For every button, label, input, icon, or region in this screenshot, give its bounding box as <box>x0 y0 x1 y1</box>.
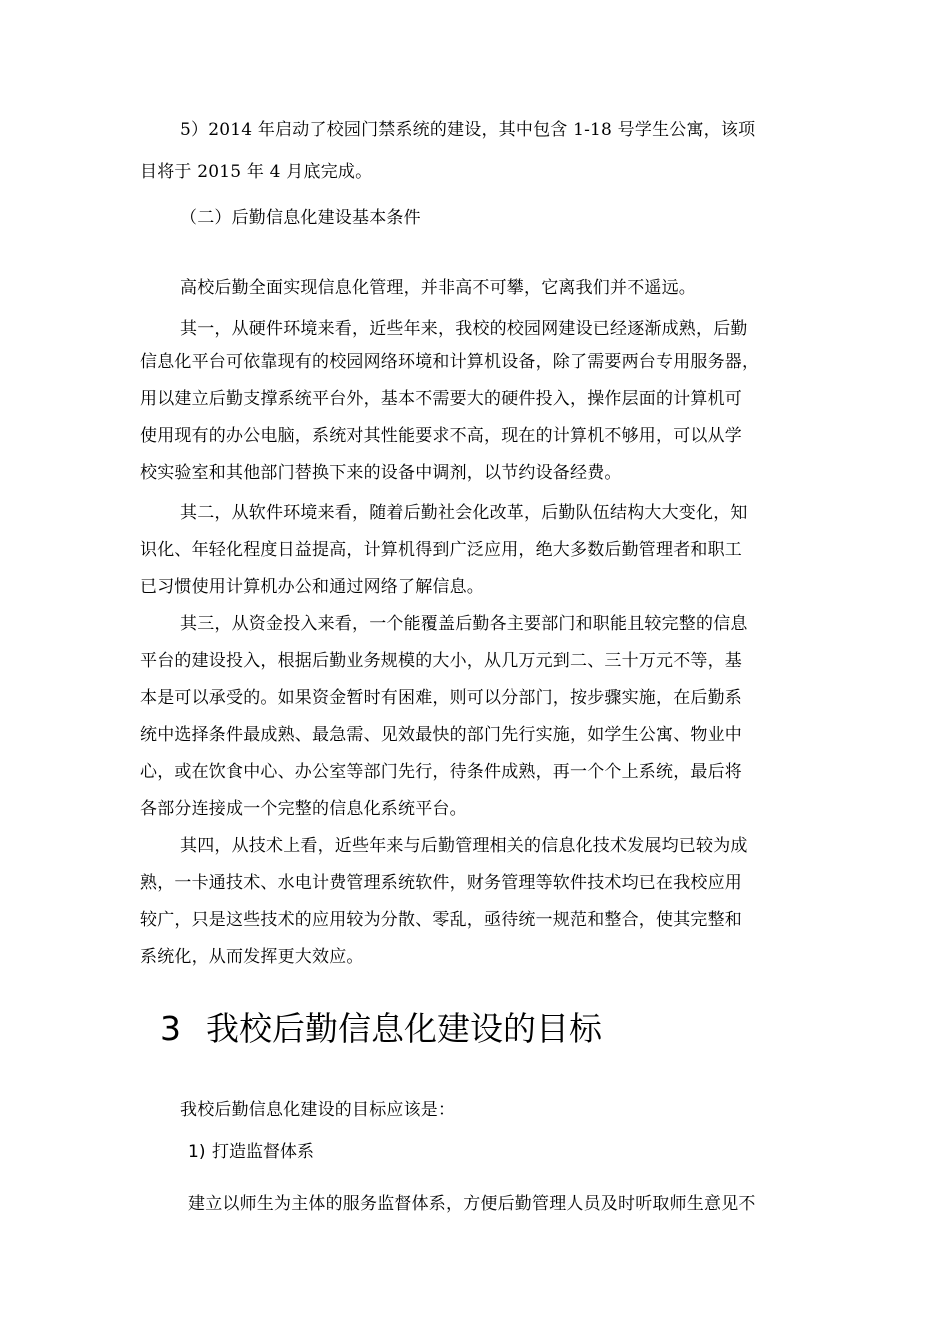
p3-line-2: 平台的建设投入，根据后勤业务规模的大小，从几万元到二、三十万元不等，基 <box>140 651 742 671</box>
p1-line-5: 校实验室和其他部门替换下来的设备中调剂，以节约设备经费。 <box>140 463 622 483</box>
p1-line-3: 用以建立后勤支撑系统平台外，基本不需要大的硬件投入，操作层面的计算机可 <box>140 389 742 409</box>
goal-item-1-text: 建立以师生为主体的服务监督体系，方便后勤管理人员及时听取师生意见不 <box>188 1194 756 1214</box>
goal-item-1 <box>188 1140 314 1164</box>
p4-line-2: 熟，一卡通技术、水电计费管理系统软件，财务管理等软件技术均已在我校应用 <box>140 873 742 893</box>
item5-line-1: 5）2014 年启动了校园门禁系统的建设，其中包含 1-18 号学生公寓，该项 <box>180 120 756 140</box>
subheading-conditions: （二）后勤信息化建设基本条件 <box>180 208 421 228</box>
p1-line-4: 使用现有的办公电脑，系统对其性能要求不高，现在的计算机不够用，可以从学 <box>140 426 742 446</box>
section-heading <box>160 1004 602 1054</box>
p3-line-5: 心，或在饮食中心、办公室等部门先行，待条件成熟，再一个个上系统，最后将 <box>140 762 742 782</box>
p3-line-3: 本是可以承受的。如果资金暂时有困难，则可以分部门，按步骤实施，在后勤系 <box>140 688 742 708</box>
p2-line-2: 识化、年轻化程度日益提高，计算机得到广泛应用，绝大多数后勤管理者和职工 <box>140 540 742 560</box>
section-title: 我校后勤信息化建设的目标 <box>206 1009 602 1048</box>
goals-intro: 我校后勤信息化建设的目标应该是： <box>180 1100 456 1120</box>
goal-item-1-label: 打造监督体系 <box>212 1142 314 1162</box>
item5-line-2: 目将于 2015 年 4 月底完成。 <box>140 162 373 182</box>
p4-line-4: 系统化，从而发挥更大效应。 <box>140 947 364 967</box>
p1-line-1: 其一，从硬件环境来看，近些年来，我校的校园网建设已经逐渐成熟，后勤 <box>180 319 748 339</box>
conditions-intro: 高校后勤全面实现信息化管理，并非高不可攀，它离我们并不遥远。 <box>180 278 696 298</box>
p1-line-2: 信息化平台可依靠现有的校园网络环境和计算机设备，除了需要两台专用服务器， <box>140 352 760 372</box>
p4-line-1: 其四，从技术上看，近些年来与后勤管理相关的信息化技术发展均已较为成 <box>180 836 748 856</box>
p3-line-6: 各部分连接成一个完整的信息化系统平台。 <box>140 799 467 819</box>
p4-line-3: 较广，只是这些技术的应用较为分散、零乱，亟待统一规范和整合，使其完整和 <box>140 910 742 930</box>
p2-line-1: 其二，从软件环境来看，随着后勤社会化改革，后勤队伍结构大大变化，知 <box>180 503 748 523</box>
p3-line-4: 统中选择条件最成熟、最急需、见效最快的部门先行实施，如学生公寓、物业中 <box>140 725 742 745</box>
goal-item-1-number: 1) <box>188 1142 206 1162</box>
p2-line-3: 已习惯使用计算机办公和通过网络了解信息。 <box>140 577 484 597</box>
section-number: 3 <box>160 1009 181 1048</box>
p3-line-1: 其三，从资金投入来看，一个能覆盖后勤各主要部门和职能且较完整的信息 <box>180 614 748 634</box>
